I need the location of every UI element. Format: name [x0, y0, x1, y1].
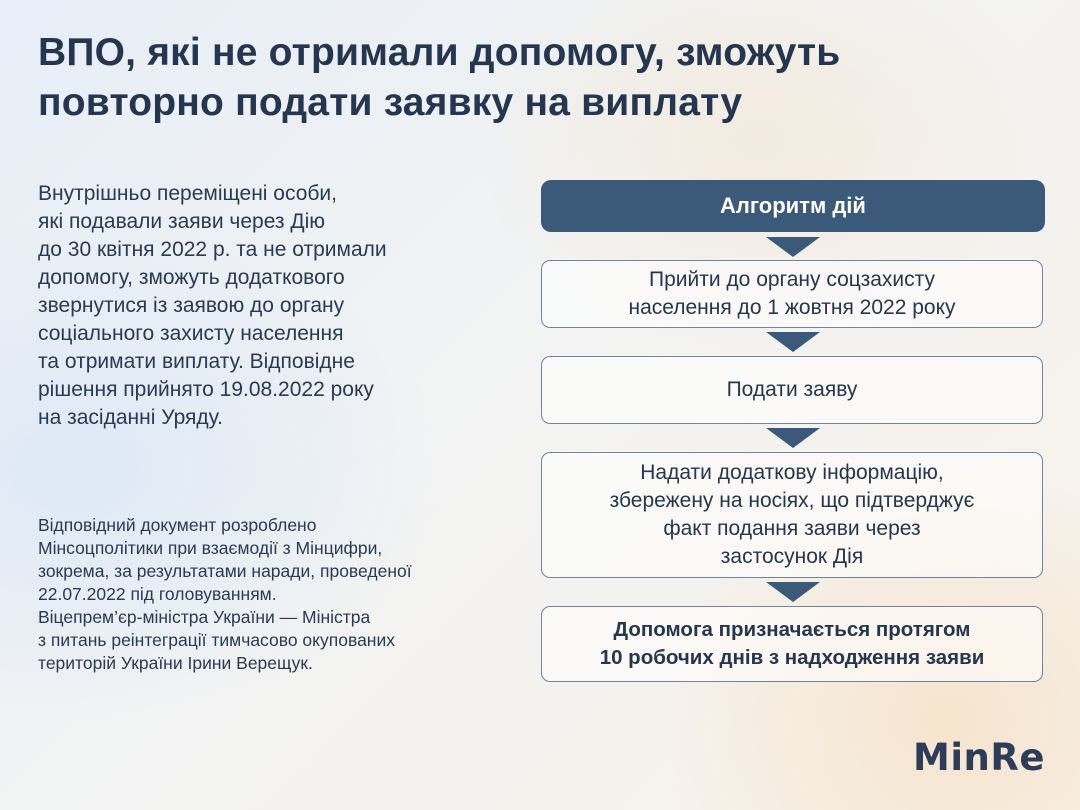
intro-line: соціального захисту населення [38, 322, 344, 345]
intro-line: на засіданні Уряду. [38, 406, 223, 429]
step-4-box [541, 606, 1043, 682]
step-3-box [541, 452, 1043, 578]
headline-line: повторно подати заявку на виплату [38, 81, 743, 124]
step-line: збережену на носіях, що підтверджує [609, 489, 975, 512]
note-line: Мінсоцполітики при взаємодії з Мінцифри, [38, 538, 383, 558]
note-line: Відповідний документ розроблено [38, 515, 317, 535]
flowchart-title: Алгоритм дій [541, 180, 1045, 232]
step-line: Прийти до органу соцзахисту [649, 268, 935, 291]
note-line: Віцепрем’єр-міністра України — Міністра [38, 607, 371, 627]
intro-line: звернутися із заявою до органу [38, 294, 345, 317]
step-1-box [541, 260, 1043, 328]
intro-line: до 30 квітня 2022 р. та не отримали [38, 238, 387, 261]
step-2-box [541, 356, 1043, 424]
down-arrow-icon [766, 237, 820, 257]
step-line: Подати заяву [726, 378, 858, 401]
intro-paragraph [38, 180, 518, 432]
step-line: 10 робочих днів з надходження заяви [599, 646, 985, 669]
down-arrow-icon [766, 332, 820, 352]
intro-line: які подавали заяви через Дію [38, 210, 326, 233]
step-line: Допомога призначається протягом [613, 618, 971, 641]
down-arrow-icon [766, 428, 820, 448]
source-note [38, 514, 538, 675]
minre-logo: MinRe [913, 736, 1045, 779]
note-line: 22.07.2022 під головуванням. [38, 584, 277, 604]
down-arrow-icon [766, 582, 820, 602]
step-line: факт подання заяви через [663, 517, 921, 540]
step-line: Надати додаткову інформацію, [640, 461, 944, 484]
intro-line: Внутрішньо переміщені особи, [38, 182, 337, 205]
headline-line: ВПО, які не отримали допомогу, зможуть [38, 31, 841, 74]
intro-line: та отримати виплату. Відповідне [38, 350, 355, 373]
note-line: зокрема, за результатами наради, проведеної [38, 561, 412, 581]
note-line: територій України Ірини Верещук. [38, 653, 313, 673]
note-line: з питань реінтеграції тимчасово окупованих [38, 630, 395, 650]
intro-line: допомогу, зможуть додаткового [38, 266, 345, 289]
step-line: населення до 1 жовтня 2022 року [628, 296, 956, 319]
step-line: застосунок Дія [720, 545, 864, 568]
headline [38, 28, 1038, 128]
intro-line: рішення прийнято 19.08.2022 року [38, 378, 374, 401]
